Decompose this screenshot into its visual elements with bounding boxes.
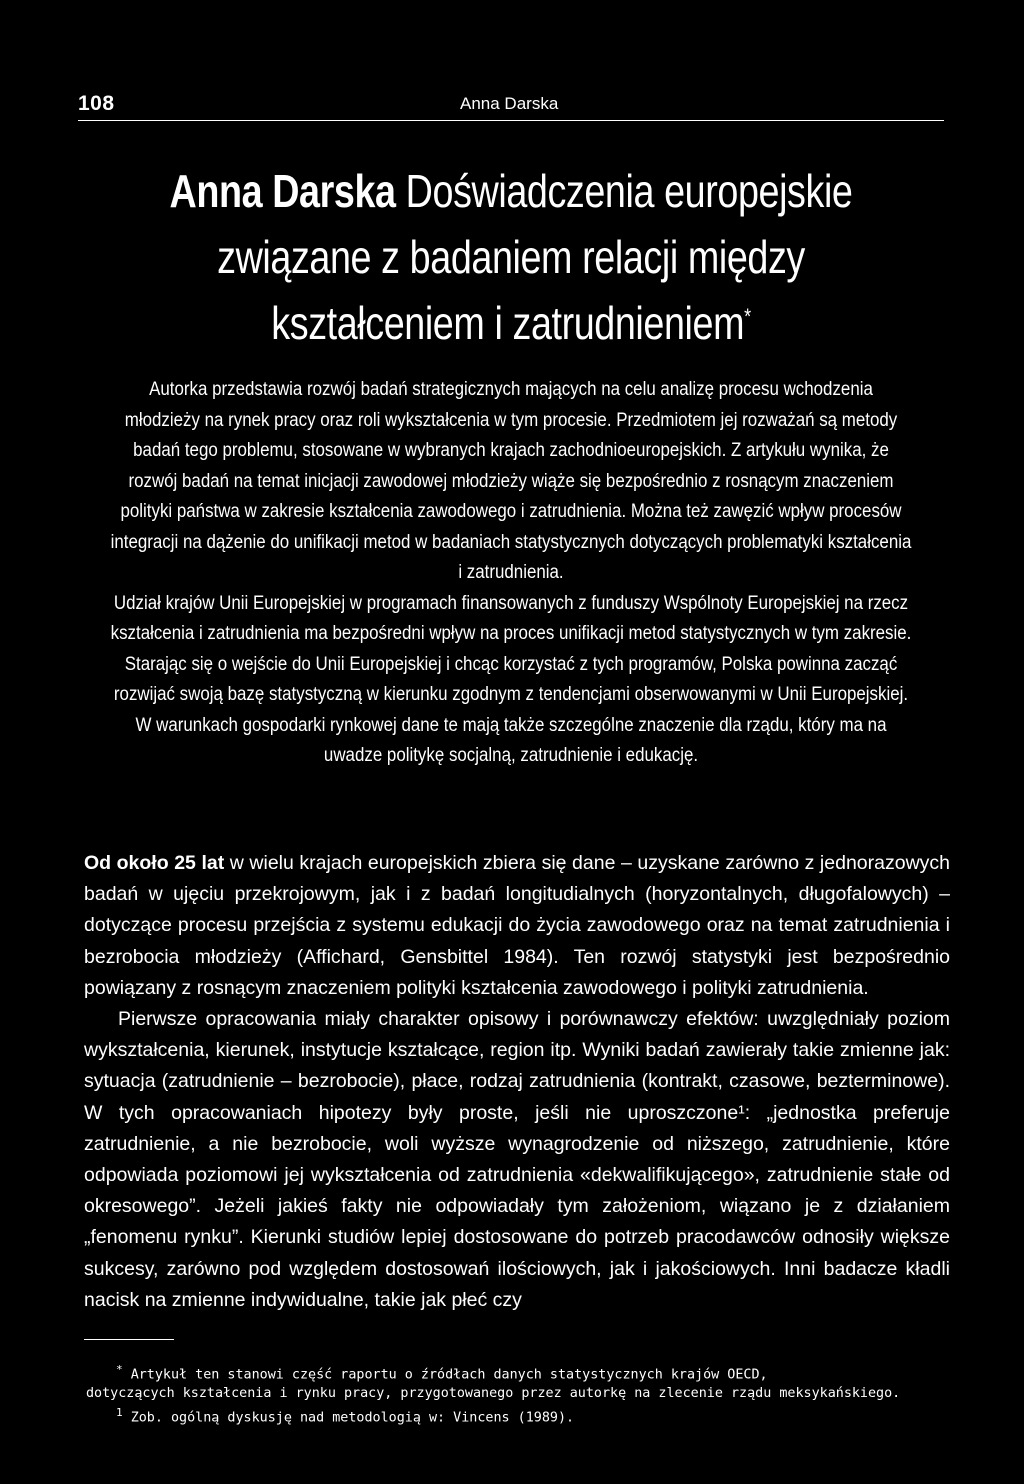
footnotes — [86, 1360, 952, 1428]
footnote-star-continuation: dotyczących kształcenia i rynku pracy, przygotowanego przez autorkę na zlecenie rządu meksykańskiego. — [86, 1386, 901, 1402]
page-number: 108 — [78, 92, 115, 115]
body-text — [84, 848, 950, 1316]
abstract — [110, 375, 913, 772]
running-head-author: Anna Darska — [460, 94, 559, 113]
abstract-paragraph-1: Autorka przedstawia rozwój badań strategicznych mających na celu analizę procesu wchodzenia młodzieży na rynek pracy oraz roli wykształcenia w tym procesie. Przedmiotem jej rozważań są metody badań tego problemu, stosowane w wybranych krajach zachodnioeuropejskich. Z artykułu wynika, że rozwój badań na temat inicjacji zawodowej młodzieży wiąże się bezpośrednio z rosnącym znaczeniem polityki państwa w zakresie kształcenia zawodowego i zatrudnienia. Można też zawęzić wpływ procesów integracji na dążenie do unifikacji metod w badaniach statystycznych dotyczących problematyki kształcenia i zatrudnienia. — [110, 379, 912, 583]
article-title — [156, 158, 866, 356]
footnote-star — [86, 1360, 952, 1384]
abstract-paragraph-2: Udział krajów Unii Europejskiej w programach finansowanych z funduszy Wspólnoty Europejskiej na rzecz kształcenia i zatrudnienia ma bezpośredni wpływ na proces unifikacji metod statystycznych w tym zakresie. Starając się o wejście do Unii Europejskiej i chcąc korzystać z tych programów, Polska powinna zacząć rozwijać swoją bazę statystyczną w kierunku zgodnym z tendencjami obserwowanymi w Unii Europejskiej. W warunkach gospodarki rynkowej dane te mają także szczególne znaczenie dla rządu, który ma na uwadze politykę socjalną, zatrudnienie i edukację. — [110, 592, 912, 766]
title-footnote-marker: * — [744, 304, 751, 329]
footnote-1-marker: 1 — [116, 1406, 123, 1420]
title-author: Anna Darska — [169, 165, 396, 217]
body-paragraph-1 — [84, 848, 950, 1004]
paragraph-lead: Od około 25 lat — [84, 852, 225, 874]
footnote-1 — [86, 1403, 952, 1427]
footnote-star-line-1: Artykuł ten stanowi część raportu o źródłach danych statystycznych krajów OECD, — [130, 1367, 768, 1383]
body-paragraph-1-text: w wielu krajach europejskich zbiera się dane – uzyskane zarówno z jednorazowych badań w ujęciu przekrojowym, jak i z badań longitudialnych (horyzontalnych, długofalowych) – dotyczące procesu przejścia z systemu edukacji do życia zawodowego oraz na temat zatrudnienia i bezrobocia młodzieży (Affichard, Gensbittel 1984). Ten rozwój statystyki jest bezpośrednio powiązany z rosnącym znaczeniem polityki kształcenia zawodowego i polityki zatrudnienia. — [84, 852, 950, 999]
title-text: Doświadczenia europejskie związane z badaniem relacji między kształceniem i zatrudnieniem — [217, 165, 853, 349]
footnote-divider — [84, 1339, 174, 1340]
footnote-1-text: Zob. ogólną dyskusję nad metodologią w: Vincens (1989). — [130, 1410, 575, 1426]
running-head — [78, 92, 944, 121]
body-paragraph-2: Pierwsze opracowania miały charakter opisowy i porównawczy efektów: uwzględniały poziom wykształcenia, kierunek, instytucje kształcące, region itp. Wyniki badań zawierały takie zmienne jak: sytuacja (zatrudnienie – bezrobocie), płace, rodzaj zatrudnienia (kontrakt, czasowe, bezterminowe). W tych opracowaniach hipotezy były proste, jeśli nie uproszczone¹: „jednostka preferuje zatrudnienie, a nie bezrobocie, woli wyższe wynagrodzenie od niższego, zatrudnienie, które odpowiada poziomowi jej wykształcenia od zatrudnienia «dekwalifikującego», zatrudnienie stałe od okresowego”. Jeżeli jakieś fakty nie odpowiadały tym założeniom, wiązano je z działaniem „fenomenu rynku”. Kierunki studiów lepiej dostosowane do potrzeb pracodawców odnosiły większe sukcesy, zarówno pod względem dostosowań ilościowych, jak i jakościowych. Inni badacze kładli nacisk na zmienne indywidualne, takie jak płeć czy — [84, 1008, 950, 1311]
footnote-star-marker: * — [116, 1363, 123, 1376]
